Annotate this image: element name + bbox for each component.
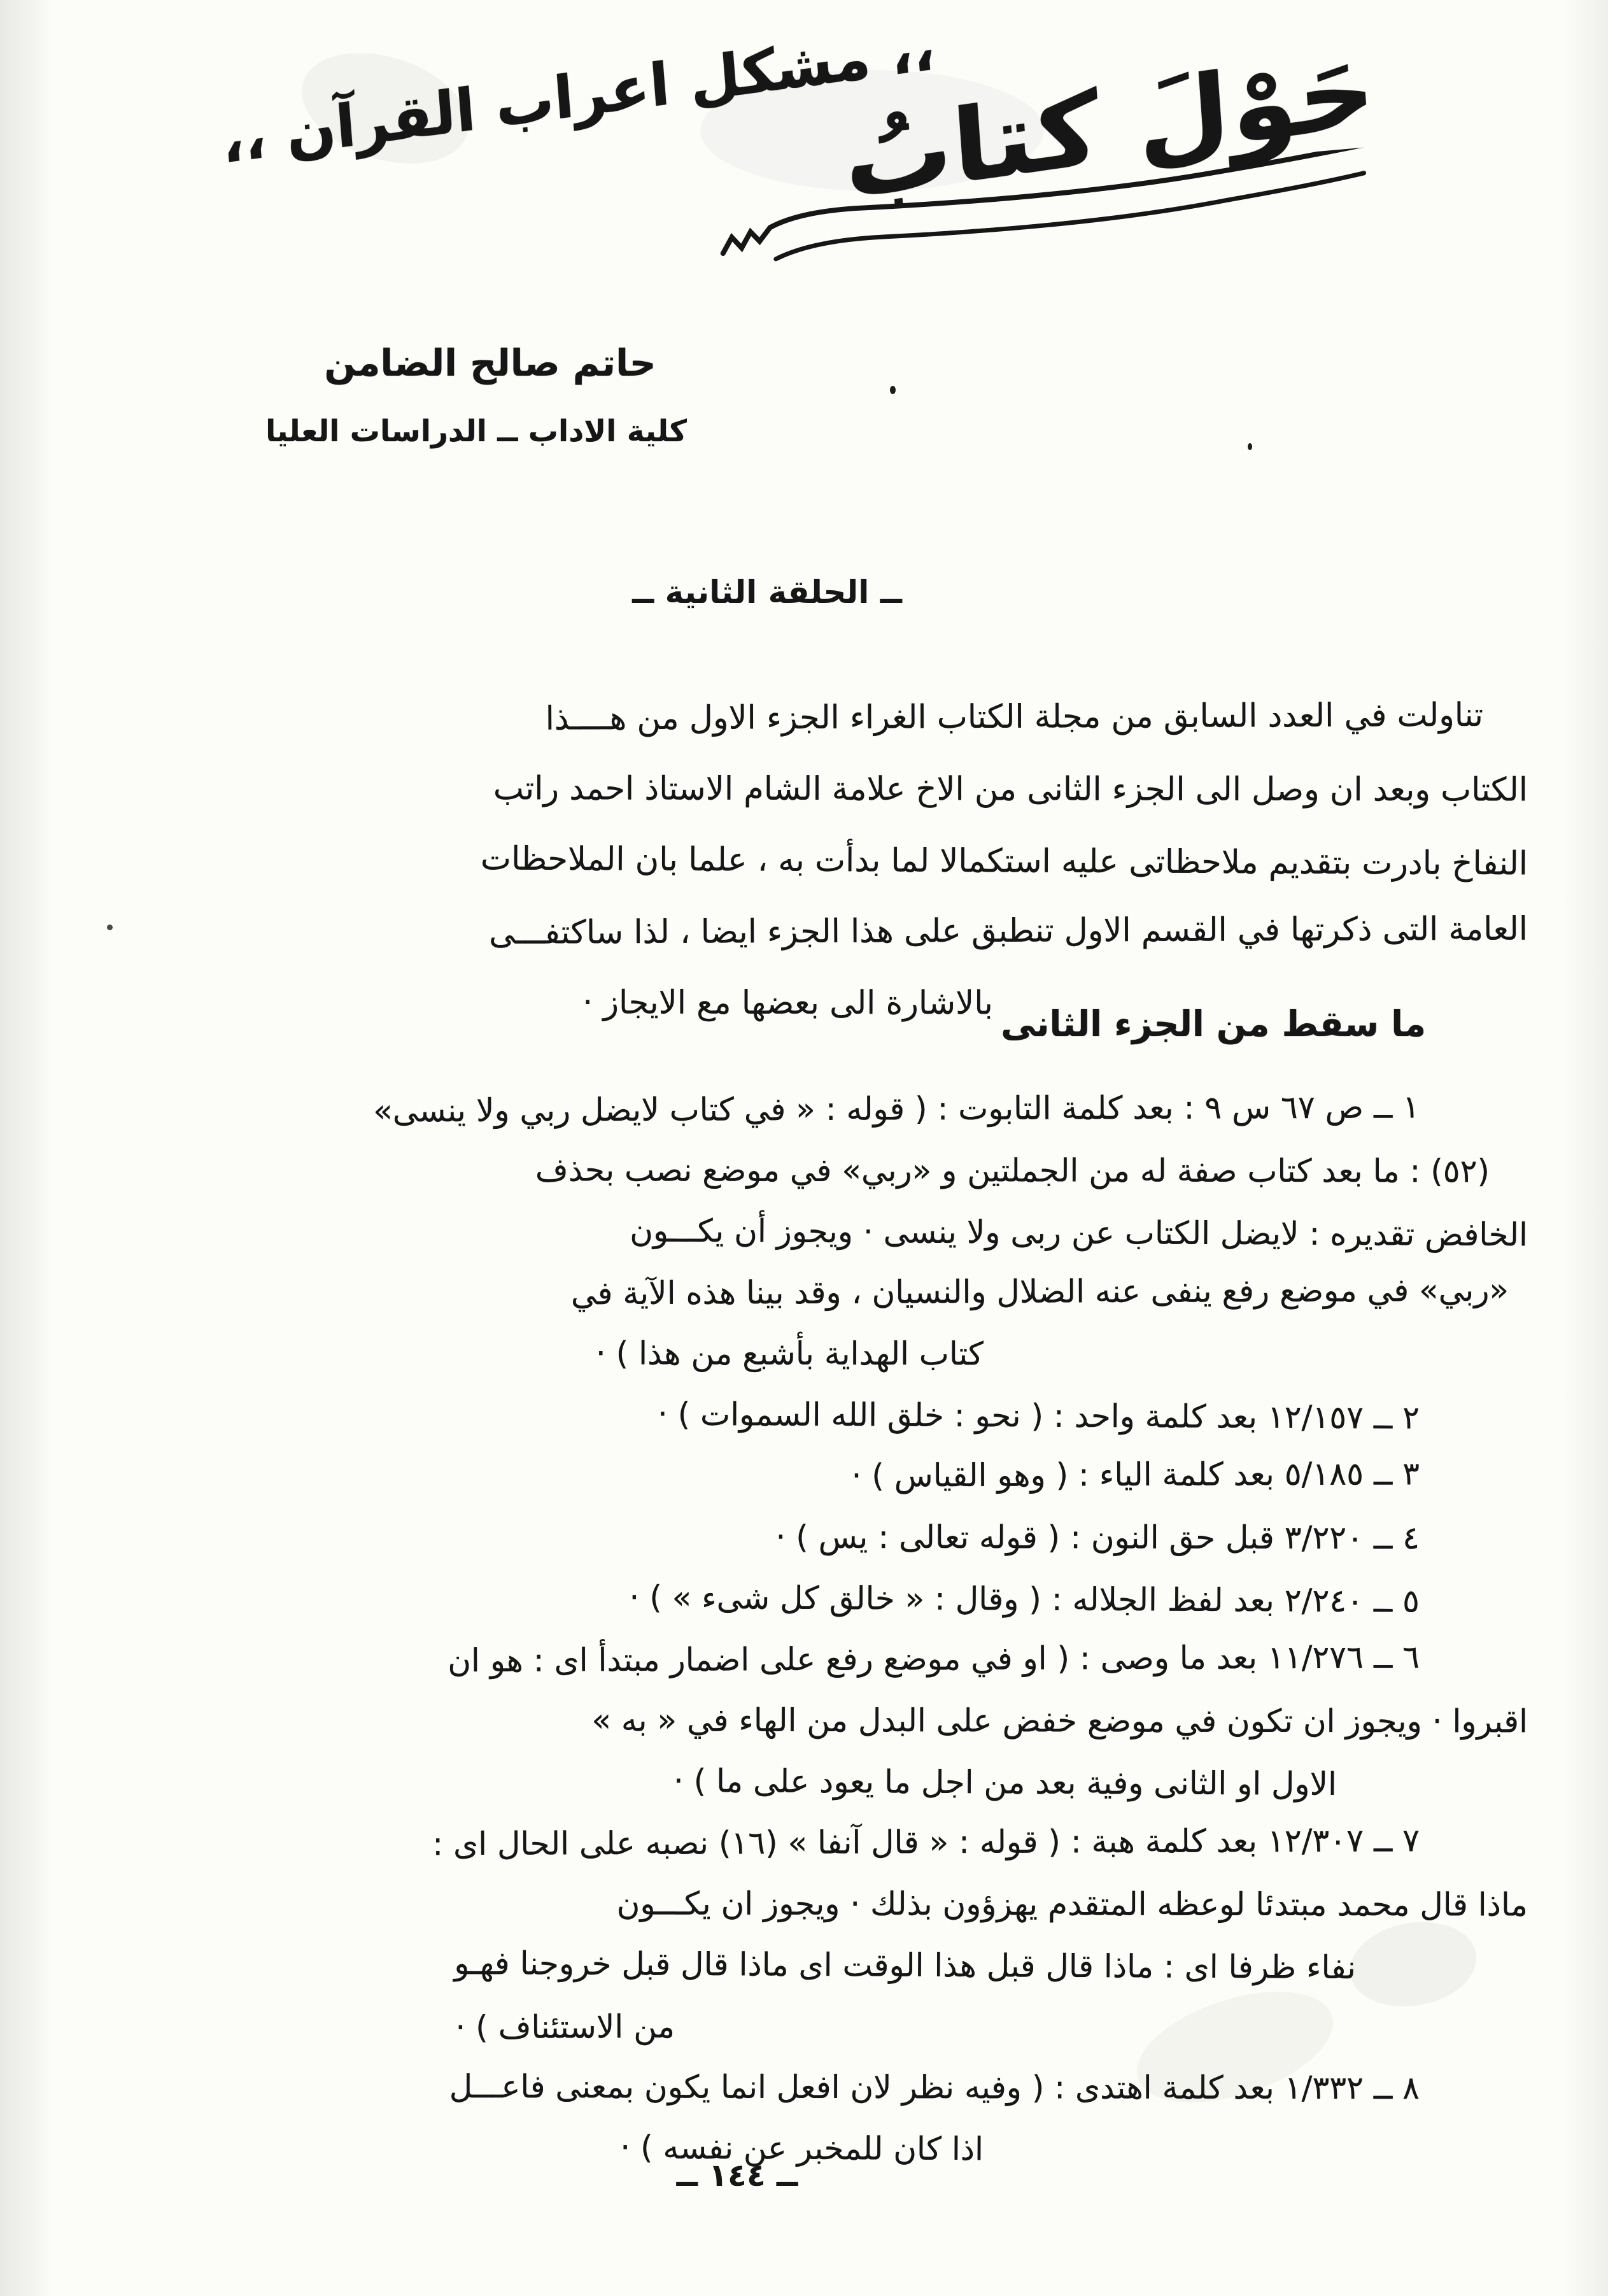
text-line: «ربي» في موضع رفع ينفى عنه الضلال والنسيان ، وقد بينا هذه الآية في	[570, 1271, 1509, 1312]
text-line: من الاستئناف ) ·	[455, 2008, 675, 2046]
text-line: الكتاب وبعد ان وصل الى الجزء الثانى من الاخ علامة الشام الاستاذ احمد راتب	[493, 770, 1528, 809]
text-line: الخافض تقديره : لايضل الكتاب عن ربى ولا ينسى · ويجوز أن يكـــون	[630, 1212, 1528, 1254]
author-name: حاتم صالح الضامن	[324, 341, 656, 385]
text-line: كتاب الهداية بأشبع من هذا ) ·	[595, 1335, 984, 1373]
text-line: ٦ ــ ١١/٢٧٦ بعد ما وصى : ( او في موضع رفع على اضمار مبتدأ اى : هو ان	[448, 1638, 1420, 1680]
intro-paragraph	[102, 683, 1528, 1039]
text-line: العامة التى ذكرتها في القسم الاول تنطبق على هذا الجزء ايضا ، لذا ساكتفـــى	[488, 910, 1528, 952]
ink-speck	[1248, 443, 1252, 450]
article-title-calligraphy: حَوْلَ كتابُ	[840, 31, 1379, 223]
text-line: ٧ ــ ١٢/٣٠٧ بعد كلمة هبة : ( قوله : « قال آنفا » (١٦) نصبه على الحال اى :	[432, 1822, 1420, 1863]
text-line: تناولت في العدد السابق من مجلة الكتاب الغراء الجزء الاول من هــــذا	[545, 696, 1484, 738]
text-line: ٤ ــ ٣/٢٢٠ قبل حق النون : ( قوله تعالى : يس ) ·	[775, 1518, 1420, 1557]
text-line: (٥٢) : ما بعد كتاب صفة له من الجملتين و «ربي» في موضع نصب بحذف	[535, 1151, 1490, 1190]
text-line: ٥ ــ ٢/٢٤٠ بعد لفظ الجلاله : ( وقال : « خالق كل شىء » ) ·	[629, 1578, 1420, 1620]
page-number: ــ ١٤٤ ــ	[676, 2157, 798, 2193]
author-affiliation: كلية الاداب ــ الدراسات العليا	[265, 414, 687, 449]
text-line: نفاء ظرفا اى : ماذا قال قبل هذا الوقت اى ماذا قال قبل خروجنا فهـو	[454, 1945, 1357, 1987]
scan-edge-left	[0, 0, 54, 2296]
text-line: ١ ــ ص ٦٧ س ٩ : بعد كلمة التابوت : ( قوله : « في كتاب لايضل ربي ولا ينسى»	[373, 1088, 1420, 1130]
text-line: ٨ ــ ١/٣٣٢ بعد كلمة اهتدى : ( وفيه نظر لان افعل انما يكون بمعنى فاعـــل	[449, 2068, 1420, 2107]
text-line: ٢ ــ ١٢/١٥٧ بعد كلمة واحد : ( نحو : خلق الله السموات ) ·	[657, 1395, 1420, 1436]
part-heading: ــ الحلقة الثانية ــ	[632, 574, 902, 611]
text-line: ٣ ــ ٥/١٨٥ بعد كلمة الياء : ( وهو القياس ) ·	[851, 1455, 1420, 1494]
text-line: اقبروا · ويجوز ان تكون في موضع خفض على البدل من الهاء في « به »	[591, 1701, 1528, 1740]
book-title-calligraphy: ،، مشكل اعراب القرآن ،،	[219, 15, 938, 177]
scan-edge-right	[1562, 0, 1608, 2296]
ink-speck	[890, 386, 896, 394]
text-line: بالاشارة الى بعضها مع الايجاز ·	[582, 984, 994, 1023]
numbered-items-list	[102, 1079, 1528, 2179]
text-line: ماذا قال محمد مبتدئا لوعظه المتقدم يهزؤون بذلك · ويجوز ان يكـــون	[616, 1885, 1528, 1924]
text-line: النفاخ بادرت بتقديم ملاحظاتى عليه استكمالا لما بدأت به ، علما بان الملاحظات	[480, 840, 1528, 883]
section-heading: ما سقط من الجزء الثانى	[1001, 1003, 1426, 1044]
text-line: الاول او الثانى وفية بعد من اجل ما يعود على ما ) ·	[673, 1762, 1337, 1803]
text-line: اذا كان للمخبر عن نفسه ) ·	[620, 2129, 984, 2168]
